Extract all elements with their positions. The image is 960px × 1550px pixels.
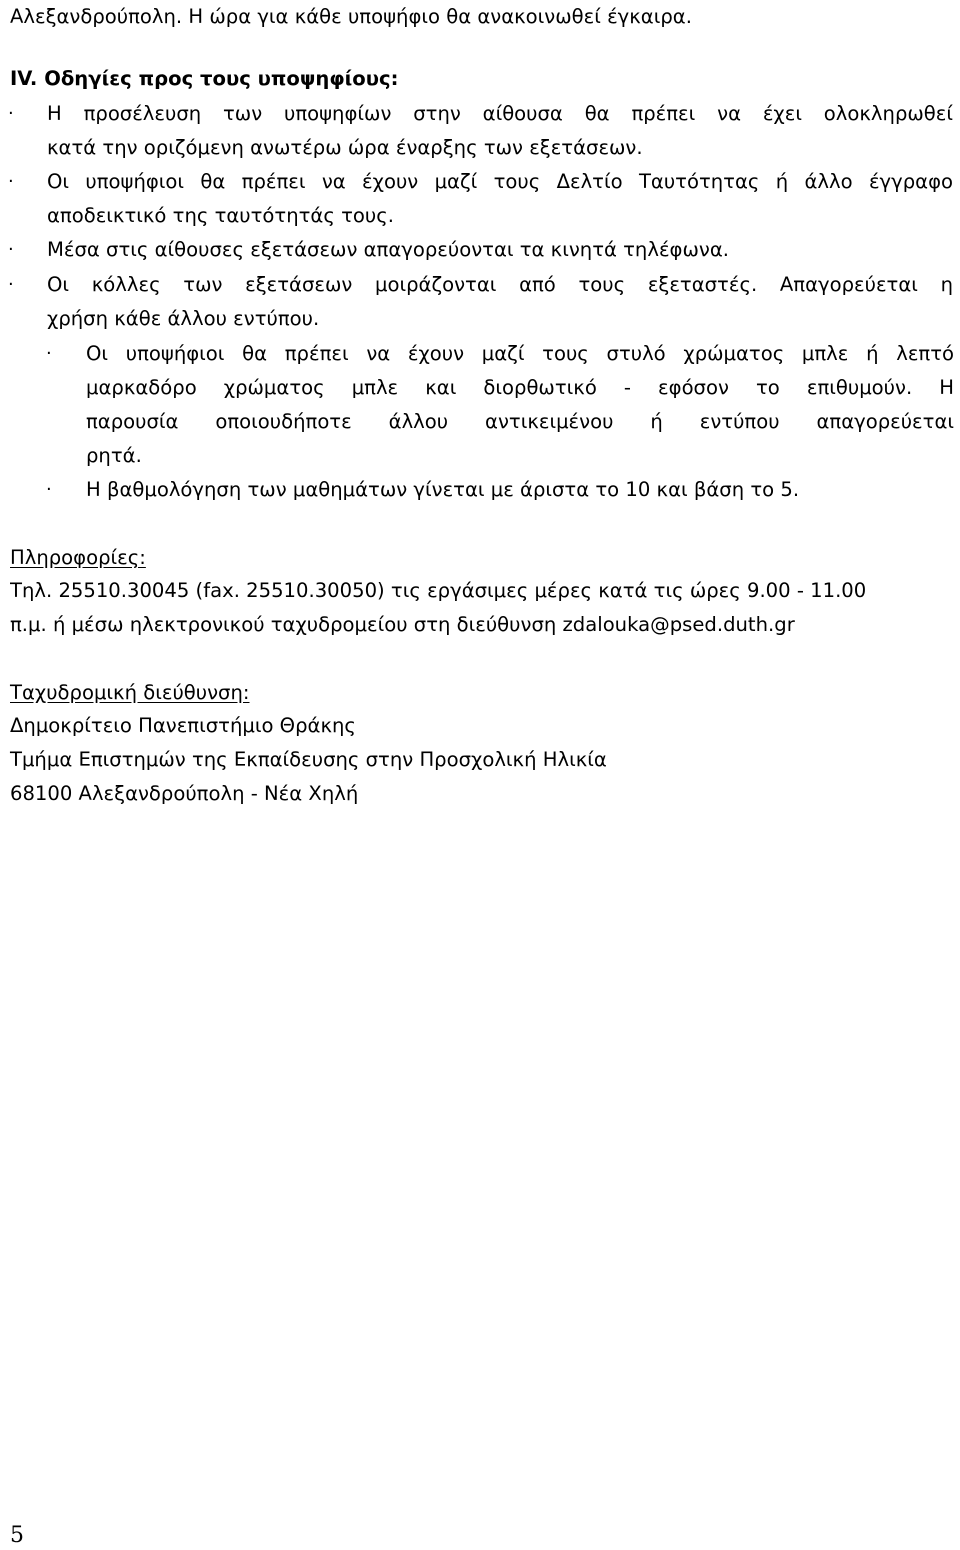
bullet-1-line-2: κατά την οριζόμενη ανωτέρω ώρα έναρξης των εξετάσεων. [47, 136, 643, 159]
bullet-1-line-1: Η προσέλευση των υποψηφίων στην αίθουσα θα πρέπει να έχει ολοκληρωθεί [47, 102, 953, 125]
bullet-marker: · [8, 103, 14, 124]
bullet-5-line-3: παρουσία οποιουδήποτε άλλου αντικειμένου ή εντύπου απαγορεύεται [86, 410, 954, 433]
info-email-line: π.μ. ή μέσω ηλεκτρονικού ταχυδρομείου στη διεύθυνση zdalouka@psed.duth.gr [10, 613, 795, 636]
address-line-2: Τμήμα Επιστημών της Εκπαίδευσης στην Προσχολική Ηλικία [10, 748, 607, 771]
bullet-4-line-2: χρήση κάθε άλλου εντύπου. [47, 307, 320, 330]
section-heading: IV. Οδηγίες προς τους υποψηφίους: [10, 67, 399, 90]
page-number: 5 [10, 1523, 24, 1548]
address-line-3: 68100 Αλεξανδρούπολη - Νέα Χηλή [10, 782, 359, 805]
bullet-marker: · [8, 274, 14, 295]
bullet-marker: · [8, 171, 14, 192]
bullet-2-line-1: Οι υποψήφιοι θα πρέπει να έχουν μαζί τους Δελτίο Ταυτότητας ή άλλο έγγραφο [47, 170, 953, 193]
bullet-5-line-4: ρητά. [86, 444, 142, 467]
info-heading: Πληροφορίες: [10, 546, 146, 569]
bullet-3-line-1: Μέσα στις αίθουσες εξετάσεων απαγορεύονται τα κινητά τηλέφωνα. [47, 238, 729, 261]
address-heading: Ταχυδρομική διεύθυνση: [10, 681, 250, 704]
intro-line: Αλεξανδρούπολη. Η ώρα για κάθε υποψήφιο θα ανακοινωθεί έγκαιρα. [10, 5, 692, 28]
info-phone-line: Τηλ. 25510.30045 (fax. 25510.30050) τις εργάσιμες μέρες κατά τις ώρες 9.00 - 11.00 [10, 579, 867, 602]
bullet-marker: · [8, 239, 14, 260]
bullet-4-line-1: Οι κόλλες των εξετάσεων μοιράζονται από τους εξεταστές. Απαγορεύεται η [47, 273, 953, 296]
bullet-6-line-1: Η βαθμολόγηση των μαθημάτων γίνεται με άριστα το 10 και βάση το 5. [86, 478, 800, 501]
bullet-marker: · [46, 343, 52, 364]
bullet-5-line-1: Οι υποψήφιοι θα πρέπει να έχουν μαζί τους στυλό χρώματος μπλε ή λεπτό [86, 342, 954, 365]
bullet-5-line-2: μαρκαδόρο χρώματος μπλε και διορθωτικό - εφόσον το επιθυμούν. Η [86, 376, 954, 399]
bullet-marker: · [46, 479, 52, 500]
bullet-2-line-2: αποδεικτικό της ταυτότητάς τους. [47, 204, 394, 227]
address-line-1: Δημοκρίτειο Πανεπιστήμιο Θράκης [10, 714, 356, 737]
